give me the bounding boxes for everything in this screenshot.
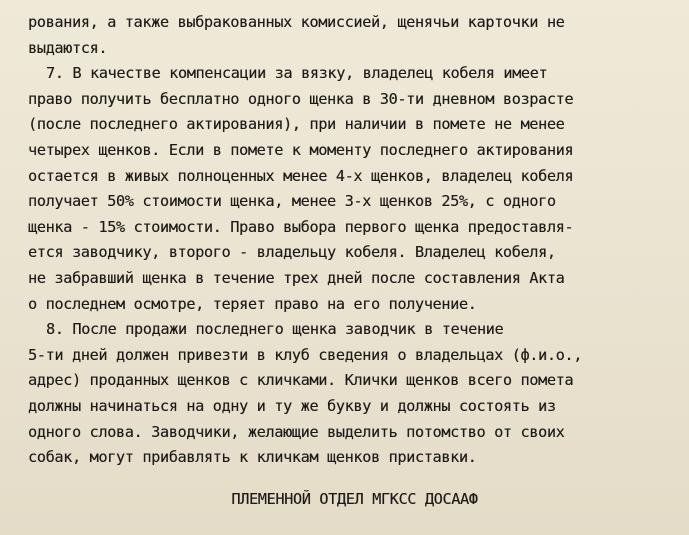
text-line: одного слова. Заводчики, желающие выделить потомство от своих	[28, 422, 565, 441]
text-line: собак, могут прибавлять к кличкам щенков приставки.	[28, 448, 477, 467]
text-line: рования, а также выбракованных комиссией, щенячьи карточки не	[28, 13, 565, 31]
document-body	[28, 10, 668, 471]
text-line: 8. После продажи последнего щенка заводчик в течение	[46, 320, 504, 339]
text-line: 5-ти дней должен привезти в клуб сведения о владельцах (ф.и.о.,	[28, 345, 583, 364]
text-line: щенка - 15% стоимости. Право выбора первого щенка предоставля-	[28, 217, 574, 236]
text-line: получает 50% стоимости щенка, менее 3-х щенков 25%, с одного	[28, 192, 556, 211]
text-line: 7. В качестве компенсации за вязку, владелец кобеля имеет	[46, 64, 548, 83]
text-line: остается в живых полноценных менее 4-х щенков, владелец кобеля	[28, 166, 574, 185]
text-line: адрес) проданных щенков с кличками. Клички щенков всего помета	[28, 371, 574, 390]
text-line: ется заводчику, второго - владельцу кобеля. Владелец кобеля,	[28, 243, 556, 262]
text-line: право получить бесплатно одного щенка в 30-ти дневном возрасте	[28, 89, 574, 108]
department-signature: ПЛЕМЕННОЙ ОТДЕЛ МГКСС ДОСААФ	[231, 490, 478, 508]
text-line: (после последнего актирования), при наличии в помете не менее	[28, 115, 565, 134]
text-line: четырех щенков. Если в помете к моменту последнего актирования	[28, 140, 574, 159]
text-line: должны начинаться на одну и ту же букву и должны состоять из	[28, 396, 556, 415]
text-line: о последнем осмотре, теряет право на его получение.	[28, 294, 477, 313]
text-line: выдаются.	[28, 38, 108, 57]
text-line: не забравший щенка в течение трех дней после составления Акта	[28, 268, 565, 287]
